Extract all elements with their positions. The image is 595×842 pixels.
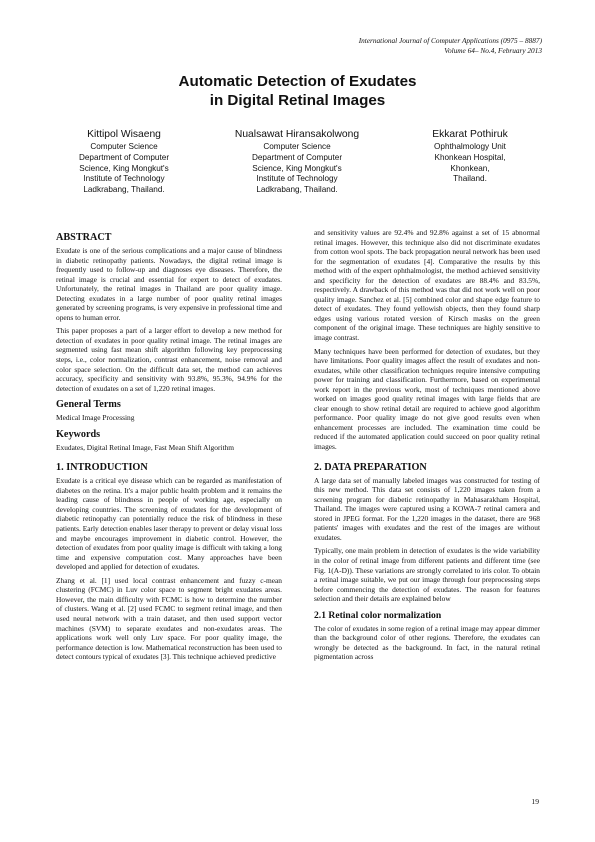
author-affiliation-line: Khonkean,	[450, 163, 490, 173]
title-line-1: Automatic Detection of Exudates	[178, 73, 417, 90]
author-name: Ekkarat Pothiruk	[432, 129, 508, 140]
data-preparation-paragraph: Typically, one main problem in detection of exudates is the wide variability in the color of retinal image from different patients and different time (see Fig. 1(A-D)). These variations are strongly correlated to iris color. To obtain a retinal image suitable, we put our image through four preprocessing steps before commencing the detection of exudates. The reason for features selection and their details are explained below	[314, 546, 540, 604]
journal-header	[222, 36, 542, 56]
body-paragraph: Many techniques have been performed for detection of exudates, but they have limitations. Poor quality images affect the result of exudates and non-exudates, while other classification techniques require intensive computing power for training and classification. Furthermore, based on experimental work report in the previous work, most of techniques mentioned above worked on images good quality retinal images with large fields that are clear enough to show retinal detail are required to achieve good algorithm performance. Poor quality image do not give good results even when enhancement processes are included. The examination time could be reduced if the automated application could succeed on poor quality retinal images.	[314, 346, 540, 452]
author-affiliation-line: Department of Computer	[251, 152, 343, 162]
author-1	[44, 128, 204, 196]
author-name: Nualsawat Hiransakolwong	[234, 129, 360, 140]
author-affiliation-line: Science, King Mongkut's	[252, 163, 342, 173]
abstract-heading: ABSTRACT	[56, 232, 112, 243]
author-affiliation-line: Khonkean Hospital,	[434, 152, 506, 162]
general-terms-text: Medical Image Processing	[56, 413, 135, 423]
page-number: 19	[531, 797, 539, 806]
author-affiliation-line: Ladkrabang, Thailand.	[83, 185, 165, 195]
data-preparation-heading: 2. DATA PREPARATION	[314, 461, 427, 473]
author-2	[217, 128, 377, 196]
paper-title	[0, 72, 595, 110]
author-name: Kittipol Wisaeng	[87, 129, 161, 140]
introduction-heading: 1. INTRODUCTION	[56, 462, 148, 474]
keywords-text: Exudates, Digital Retinal Image, Fast Mean Shift Algorithm	[56, 442, 234, 452]
color-normalization-paragraph: The color of exudates in some region of a retinal image may appear dimmer than the background color of other regions. Therefore, the exudates can wrongly be detected as the background. In fact, in the natural retinal pigmentation across	[314, 623, 540, 662]
introduction-paragraph: Zhang et al. [1] used local contrast enhancement and fuzzy c-mean clustering (FCMC) in Luv color space to segment bright exudates areas. However, the main difficulty with FCMC is how to determine the number of clusters. Wang et al. [2] used FCMC to segment retinal image, and then used neural network with a train dataset, and then used support vector machines (SVM) to separate exudates and non-exudates areas. The applications work well only Luv space. For poor quality image, the performance detection is low. Mathematical reconstruction has been used to detect contours typical of exudates [3]. This technique achieved predictive	[56, 575, 282, 662]
color-normalization-heading: 2.1 Retinal color normalization	[314, 609, 442, 621]
author-affiliation-line: Computer Science	[90, 142, 158, 151]
body-paragraph: and sensitivity values are 92.4% and 92.8% against a set of 15 abnormal retinal images. However, this technique also did not discriminate exudates from cotton wool spots. The back propagation neural network has been used for the segmentation of exudates [4]. Comparative the results by this method with of the expert ophthalmologist, the method achieved sensitivity and specificity for the detection of exudates are 88.4% and 83.5%, respectively. A drawback of this method was that did not work well on poor quality image. Sanchez et al. [5] combined color and shape edge feature to detect of exudates. They found yellowish objects, then they found sharp edges using various rotated version of Kirsch masks on the green component of the original image. These techniques are highly sensitive to image contrast.	[314, 228, 540, 343]
author-affiliation-line: Computer Science	[263, 142, 331, 151]
author-affiliation-line: Thailand.	[453, 174, 487, 184]
right-column	[314, 228, 540, 666]
journal-name: International Journal of Computer Applications (0975 – 8887)	[358, 36, 542, 45]
author-3	[390, 128, 550, 185]
author-affiliation-line: Science, King Mongkut's	[79, 163, 169, 173]
left-column	[56, 232, 282, 666]
introduction-paragraph: Exudate is a critical eye disease which can be regarded as manifestation of diabetes on the retina. It's a major public health problem and it remains the leading cause of blindness in people of working age, especially on developing countries. The screening of exudates for the development of diabetic retinopathy can potentially reduce the risk of blindness in these patients. Early detection enables laser therapy to prevent or delay visual loss and maybe encourages improvement in diabetic control. However, the detection of exudates from poor quality image is difficult with taking a long time and expensive computation cost. Many approaches have been developed and applied for detection of exudates.	[56, 476, 282, 572]
keywords-heading: Keywords	[56, 428, 101, 440]
title-line-2: in Digital Retinal Images	[209, 92, 386, 109]
author-affiliation-line: Ophthalmology Unit	[434, 142, 506, 151]
abstract-paragraph: This paper proposes a part of a larger effort to develop a new method for detection of exudates in poor quality retinal image. The retinal images are segmented using fast mean shift algorithm following key preprocessing steps, i.e., color normalization, contrast enhancement, noise removal and color space selection. On the difficult data set, the method can achieves accuracy, specificity and sensitivity with 93.8%, 95.3%, 94.9% for the detection of exudates on a set of 1,220 retinal images.	[56, 326, 282, 393]
author-affiliation-line: Department of Computer	[78, 152, 170, 162]
author-affiliation-line: Institute of Technology	[83, 174, 165, 184]
author-affiliation-line: Institute of Technology	[256, 174, 338, 184]
abstract-paragraph: Exudate is one of the serious complications and a major cause of blindness in diabetic retinopathy patients. Nowadays, the digital retinal image is frequently used to follow-up and diagnoses eye diseases. Therefore, the retinal image is crucial and essential for expert to detect of exudates. Unfortunately, the retinal images in Thailand are poor quality image. Detecting exudates in a large number of poor quality retinal images generated by screening programs, is very expensive in professional time and opens to human error.	[56, 246, 282, 322]
general-terms-heading: General Terms	[56, 399, 121, 411]
journal-volume: Volume 64– No.4, February 2013	[444, 46, 542, 55]
data-preparation-paragraph: A large data set of manually labeled images was constructed for testing of this new method. This data set consists of 1,220 images taken from a screening program for diabetic retinopathy in Mahasarakham Hospital, Thailand. The images were captured using a KOWA-7 retinal camera and stored in JPEG format. For the 1,220 images in the dataset, there are 968 patients' images with exudates and the rest of the images are without exudates.	[314, 475, 540, 542]
author-affiliation-line: Ladkrabang, Thailand.	[256, 185, 338, 195]
